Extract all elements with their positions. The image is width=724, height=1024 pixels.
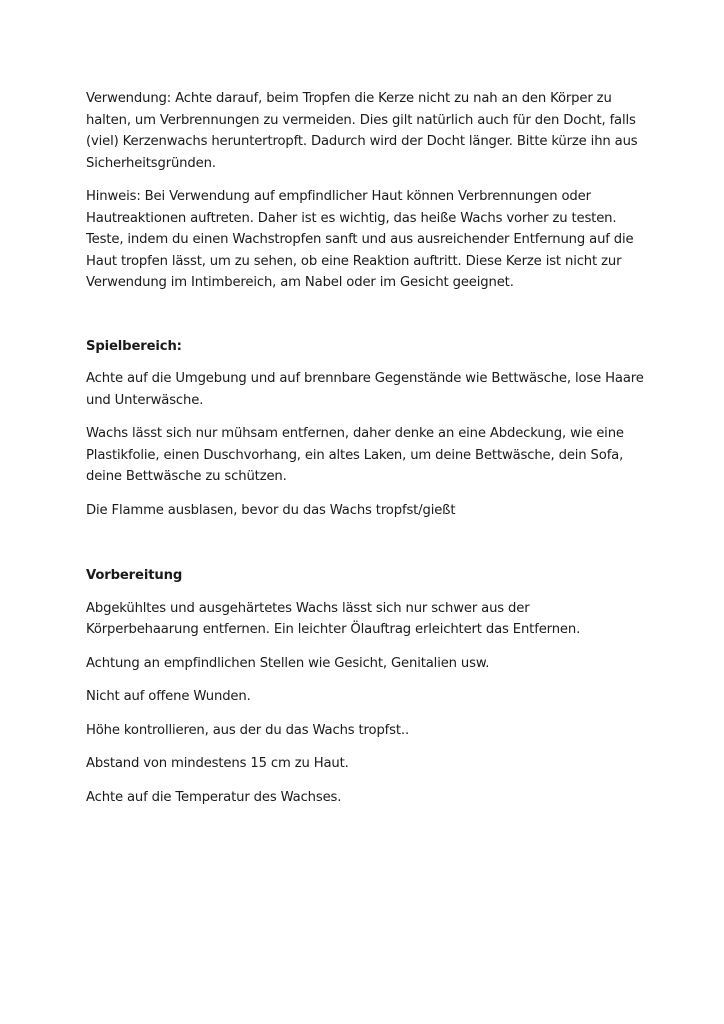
paragraph-abstand: Abstand von mindestens 15 cm zu Haut.	[86, 756, 349, 771]
section-spacer	[86, 533, 646, 565]
paragraph-verwendung: Verwendung: Achte darauf, beim Tropfen die Kerze nicht zu nah an den Körper zu halten, um Verbrennungen zu vermeiden. Dies gilt natürlich auch für den Docht, falls (viel) Kerzenwachs heruntertropft. Dadurch wird der Docht länger. Bitte kürze ihn aus Sicherheitsgründen.	[86, 91, 638, 171]
paragraph-temperatur: Achte auf die Temperatur des Wachses.	[86, 789, 342, 805]
document-page	[86, 88, 646, 820]
paragraph-umgebung: Achte auf die Umgebung und auf brennbare Gegenstände wie Bettwäsche, lose Haare und Unterwäsche.	[86, 371, 644, 408]
section-spacer	[86, 306, 646, 336]
paragraph-empfindliche-stellen: Achtung an empfindlichen Stellen wie Gesicht, Genitalien usw.	[86, 655, 490, 671]
paragraph-abdeckung: Wachs lässt sich nur mühsam entfernen, daher denke an eine Abdeckung, wie eine Plastikfolie, einen Duschvorhang, ein altes Laken, um deine Bettwäsche, dein Sofa, deine Bettwäsche zu schützen.	[86, 426, 624, 484]
paragraph-flamme: Die Flamme ausblasen, bevor du das Wachs tropfst/gießt	[86, 502, 456, 518]
heading-vorbereitung: Vorbereitung	[86, 568, 183, 583]
paragraph-hinweis: Hinweis: Bei Verwendung auf empfindlicher Haut können Verbrennungen oder Hautreaktionen auftreten. Daher ist es wichtig, das heiße Wachs vorher zu testen. Teste, indem du einen Wachstropfen sanft und aus ausreichender Entfernung auf die Haut tropfen lässt, um zu sehen, ob eine Reaktion auftritt. Diese Kerze ist nicht zur Verwendung im Intimbereich, am Nabel oder im Gesicht geeignet.	[86, 189, 634, 290]
paragraph-wachs-entfernen: Abgekühltes und ausgehärtetes Wachs lässt sich nur schwer aus der Körperbehaarung entfernen. Ein leichter Ölauftrag erleichtert das Entfernen.	[86, 600, 581, 637]
paragraph-wunden: Nicht auf offene Wunden.	[86, 689, 251, 704]
paragraph-hoehe: Höhe kontrollieren, aus der du das Wachs tropfst..	[86, 722, 409, 738]
heading-spielbereich: Spielbereich:	[86, 338, 182, 354]
